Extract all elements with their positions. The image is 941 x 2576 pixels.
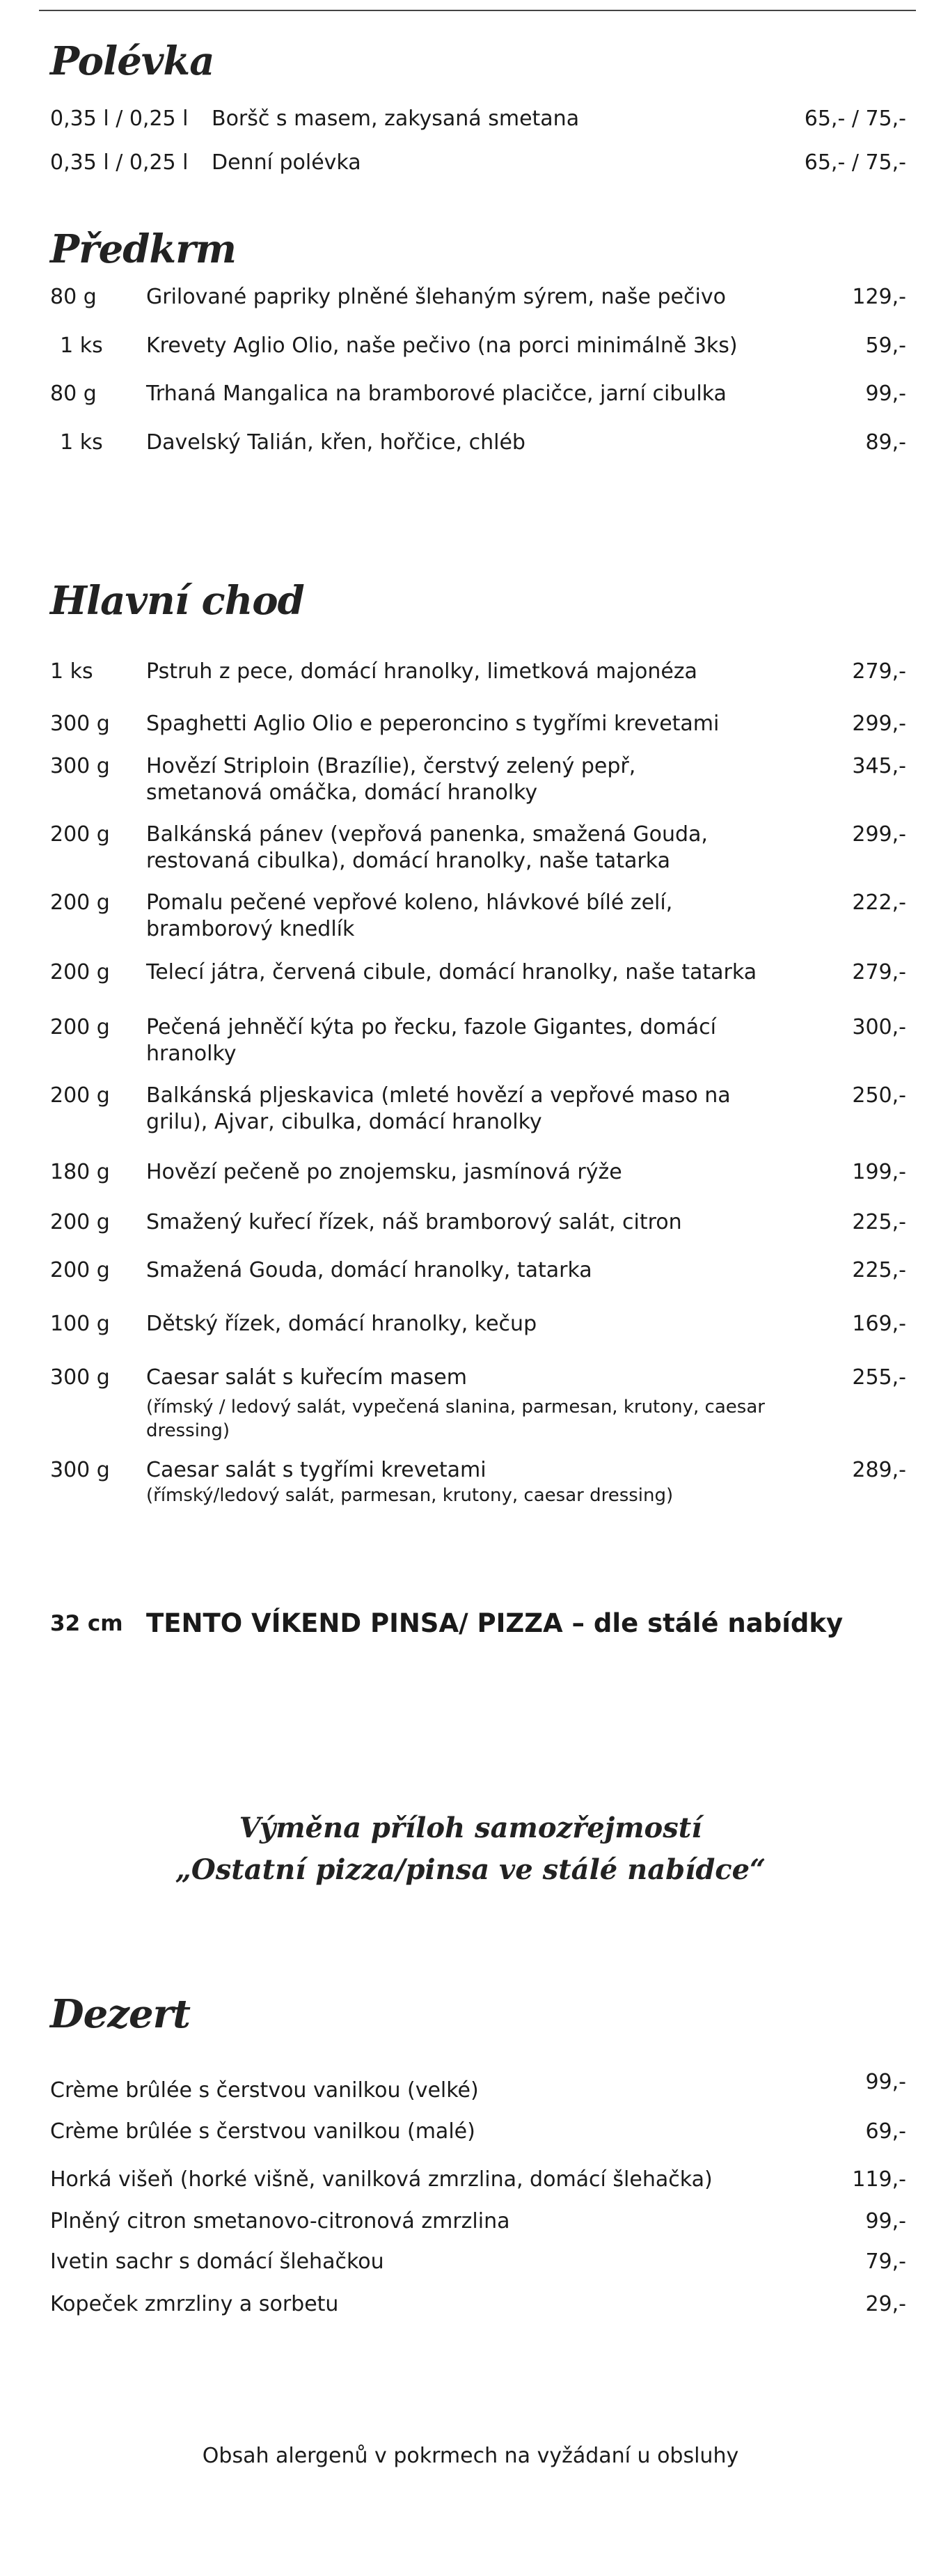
item-quantity: 300 g — [50, 754, 110, 778]
item-name: Caesar salát s kuřecím masem — [146, 1365, 467, 1390]
item-name: Boršč s masem, zakysaná smetana — [212, 107, 580, 131]
pinsa-text: TENTO VÍKEND PINSA/ PIZZA – dle stálé nabídky — [146, 1608, 844, 1638]
item-quantity: 1 ks — [50, 659, 93, 684]
notice-line-1: Výměna příloh samozřejmostí — [239, 1812, 702, 1844]
item-quantity: 200 g — [50, 890, 110, 915]
item-price: 69,- — [865, 2119, 906, 2144]
item-price: 250,- — [852, 1083, 906, 1108]
item-name: Horká višeň (horké višně, vanilková zmrzlina, domácí šlehačka) — [50, 2167, 713, 2192]
section-title-predkrm: Předkrm — [50, 226, 236, 272]
section-title-dezert: Dezert — [50, 1991, 190, 2037]
item-price: 279,- — [852, 960, 906, 984]
item-quantity: 300 g — [50, 1458, 110, 1482]
item-price: 99,- — [865, 2070, 906, 2094]
item-price: 99,- — [865, 382, 906, 406]
item-name: Pomalu pečené vepřové koleno, hlávkové bílé zelí, bramborový knedlík — [146, 890, 673, 941]
item-quantity: 200 g — [50, 1083, 110, 1108]
item-quantity: 80 g — [50, 382, 97, 406]
item-price: 299,- — [852, 712, 906, 736]
item-price: 29,- — [865, 2292, 906, 2316]
item-price: 299,- — [852, 822, 906, 847]
item-price: 169,- — [852, 1312, 906, 1336]
item-price: 199,- — [852, 1160, 906, 1184]
item-name: Pečená jehněčí kýta po řecku, fazole Gigantes, domácí hranolky — [146, 1015, 716, 1066]
notice-line-2: „Ostatní pizza/pinsa ve stálé nabídce“ — [175, 1853, 766, 1886]
item-name: Krevety Aglio Olio, naše pečivo (na porci minimálně 3ks) — [146, 333, 738, 358]
item-note: (římský / ledový salát, vypečená slanina, parmesan, krutony, caesar dressing) — [146, 1397, 765, 1441]
item-price: 300,- — [852, 1015, 906, 1039]
item-quantity: 80 g — [50, 285, 97, 309]
item-quantity: 100 g — [50, 1312, 110, 1336]
item-note: (římský/ledový salát, parmesan, krutony, caesar dressing) — [146, 1485, 674, 1506]
item-name: Hovězí pečeně po znojemsku, jasmínová rýže — [146, 1160, 622, 1184]
item-name: Caesar salát s tygřími krevetami — [146, 1458, 487, 1482]
item-name: Balkánská pljeskavica (mleté hovězí a vepřové maso na grilu), Ajvar, cibulka, domácí hranolky — [146, 1083, 731, 1134]
item-price: 119,- — [852, 2167, 906, 2192]
item-name: Davelský Talián, křen, hořčice, chléb — [146, 430, 525, 455]
item-price: 345,- — [852, 754, 906, 778]
item-name-wrapper — [146, 1457, 842, 1507]
item-name: Smažený kuřecí řízek, náš bramborový salát, citron — [146, 1210, 682, 1234]
section-title-polevka: Polévka — [50, 38, 214, 84]
item-name: Grilované papriky plněné šlehaným sýrem, naše pečivo — [146, 285, 726, 309]
item-price: 289,- — [852, 1458, 906, 1482]
item-quantity: 200 g — [50, 1258, 110, 1282]
item-price: 222,- — [852, 890, 906, 915]
item-name: Denní polévka — [212, 150, 361, 175]
item-quantity: 200 g — [50, 822, 110, 847]
item-price: 65,- / 75,- — [804, 150, 906, 175]
section-title-hlavni-chod: Hlavní chod — [50, 578, 304, 624]
item-name: Trhaná Mangalica na bramborové placičce, jarní cibulka — [146, 382, 727, 406]
item-name-wrapper — [146, 1365, 842, 1443]
item-quantity: 200 g — [50, 960, 110, 984]
item-name: Plněný citron smetanovo-citronová zmrzlina — [50, 2209, 510, 2233]
item-name: Ivetin sachr s domácí šlehačkou — [50, 2249, 384, 2274]
item-quantity: 300 g — [50, 712, 110, 736]
item-price: 255,- — [852, 1365, 906, 1390]
item-quantity: 1 ks — [60, 333, 103, 358]
item-price: 225,- — [852, 1210, 906, 1234]
item-quantity: 0,35 l / 0,25 l — [50, 150, 189, 175]
item-quantity: 1 ks — [60, 430, 103, 455]
item-price: 129,- — [852, 285, 906, 309]
item-price: 89,- — [865, 430, 906, 455]
item-name: Hovězí Striploin (Brazílie), čerstvý zelený pepř, smetanová omáčka, domácí hranolky — [146, 754, 636, 805]
item-quantity: 200 g — [50, 1015, 110, 1039]
item-price: 65,- / 75,- — [804, 107, 906, 131]
item-price: 279,- — [852, 659, 906, 684]
top-rule — [39, 10, 916, 11]
item-quantity: 200 g — [50, 1210, 110, 1234]
item-price: 79,- — [865, 2249, 906, 2274]
item-quantity: 300 g — [50, 1365, 110, 1390]
item-name: Telecí játra, červená cibule, domácí hranolky, naše tatarka — [146, 960, 757, 984]
item-name: Pstruh z pece, domácí hranolky, limetková majonéza — [146, 659, 697, 684]
item-name: Crème brûlée s čerstvou vanilkou (velké) — [50, 2078, 479, 2103]
item-name: Dětský řízek, domácí hranolky, kečup — [146, 1312, 537, 1336]
item-name: Crème brûlée s čerstvou vanilkou (malé) — [50, 2119, 475, 2144]
item-quantity: 180 g — [50, 1160, 110, 1184]
item-price: 99,- — [865, 2209, 906, 2233]
allergen-footer: Obsah alergenů v pokrmech na vyžádaní u obsluhy — [202, 2444, 739, 2468]
item-quantity: 0,35 l / 0,25 l — [50, 107, 189, 131]
item-name: Smažená Gouda, domácí hranolky, tatarka — [146, 1258, 592, 1282]
item-price: 59,- — [865, 333, 906, 358]
item-name: Balkánská pánev (vepřová panenka, smažená Gouda, restovaná cibulka), domácí hranolky, naše tatarka — [146, 822, 708, 873]
pinsa-size: 32 cm — [50, 1611, 123, 1636]
item-name: Spaghetti Aglio Olio e peperoncino s tygřími krevetami — [146, 712, 720, 736]
item-price: 225,- — [852, 1258, 906, 1282]
item-name: Kopeček zmrzliny a sorbetu — [50, 2292, 339, 2316]
